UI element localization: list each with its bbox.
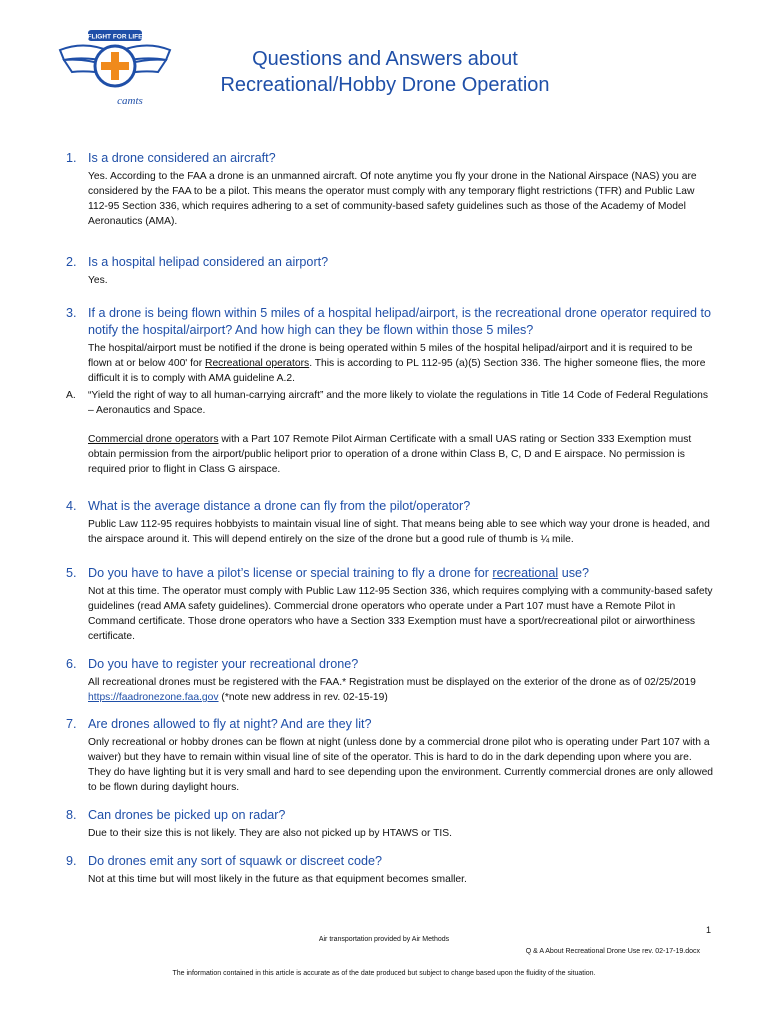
answer-9: Not at this time but will most likely in the future as that equipment becomes smaller. (88, 874, 467, 885)
qa-item-4 (66, 498, 716, 547)
answer-5: Not at this time. The operator must comply with Public Law 112-95 Section 336, which requires complying with a community-based safety guidelines (read AMA safety guidelines). Commercial drone operators who operate under a Part 107 must have a Remote Pilot in Command certificate. Those drone operators who have a Section 333 Exemption must have a sport/recreational pilot or airworthiness certificate. (88, 586, 713, 642)
answer-7: Only recreational or hobby drones can be flown at night (unless done by a commercial drone pilot who is operating under Part 107 with a waiver) but they have to remain within visual line of site of the operator. This is hard to do in the dark depending upon where you are. They do have lighting but it is very small and hard to see depending upon the environment. Currently commercial drones are only allowed to be flown during daylight hours. (88, 737, 714, 793)
qa-item-6 (66, 656, 716, 705)
question-9: 9. Do drones emit any sort of squawk or discreet code? (66, 854, 382, 868)
qa-item-3 (66, 305, 716, 477)
qa-item-9 (66, 853, 716, 887)
title-line-2: Recreational/Hobby Drone Operation (220, 74, 550, 96)
footer-disclaimer: The information contained in this article is accurate as of the date produced but subject to change based upon the fluidity of the situation. (172, 970, 596, 977)
page-title (200, 46, 570, 98)
footer-filename: Q & A About Recreational Drone Use rev. 02-17-19.docx (525, 948, 700, 955)
page-number: 1 (706, 925, 712, 935)
flight-for-life-logo (50, 22, 180, 112)
question-1: 1. Is a drone considered an aircraft? (66, 151, 276, 165)
svg-text:camts: camts (117, 95, 143, 107)
qa-item-2 (66, 254, 716, 288)
qa-item-8 (66, 807, 716, 841)
question-7: 7. Are drones allowed to fly at night? And are they lit? (66, 717, 372, 731)
answer-4: Public Law 112-95 requires hobbyists to maintain visual line of sight. That means being able to see which way your drone is headed, and the airspace around it. This will depend entirely on the size of the drone but a good rule of thumb is ¼ mile. (88, 519, 710, 545)
question-3: 3. If a drone is being flown within 5 miles of a hospital helipad/airport, is the recreational drone operator required to notify the hospital/airport? And how high can they be flown within those 5 miles? (66, 306, 712, 337)
faadronezone-link[interactable]: https://faadronezone.faa.gov (88, 692, 219, 703)
answer-6: All recreational drones must be registered with the FAA.* Registration must be displayed on the exterior of the drone as of 02/25/2019 https://faadronezone.faa.gov (*note new address in rev. 02-15-19) (88, 677, 696, 703)
qa-item-5 (66, 565, 716, 644)
question-4: 4. What is the average distance a drone can fly from the pilot/operator? (66, 499, 471, 513)
footer-provider: Air transportation provided by Air Methods (318, 936, 450, 943)
answer-3-subpoint: A. “Yield the right of way to all human-carrying aircraft” and the more likely to violate the regulations in Title 14 Code of Federal Regulations – Aeronautics and Space. (66, 390, 709, 416)
question-6: 6. Do you have to register your recreational drone? (66, 657, 359, 671)
wings-logo-icon (50, 22, 180, 112)
qa-item-7 (66, 716, 716, 795)
answer-3: The hospital/airport must be notified if the drone is being operated within 5 miles of the hospital helipad/airport and it is required to be flown at or below 400' for Recreational operators. This is according to PL 112-95 (a)(5) Section 336. The higher someone flies, the more difficult it is to comply with AMA guideline A.2. (88, 343, 706, 384)
answer-3-commercial: Commercial drone operators with a Part 107 Remote Pilot Airman Certificate with a small UAS rating or Section 333 Exemption must obtain permission from the airport/public heliport prior to operation of a drone within Class B, C, D and E airspace. No permission is required prior to flight in Class G airspace. (88, 434, 692, 475)
title-line-1: Questions and Answers about (252, 48, 518, 70)
question-2: 2. Is a hospital helipad considered an airport? (66, 255, 329, 269)
answer-1: Yes. According to the FAA a drone is an unmanned aircraft. Of note anytime you fly your drone in the National Airspace (NAS) you are considered by the FAA to be a pilot. This means the operator must comply with any temporary flight restrictions (TFR) and Public Law 112-95 Section 336, which requires adhering to a set of community-based safety guidelines such as those of the Academy of Model Aeronautics (AMA). (88, 171, 697, 227)
svg-text:FLIGHT FOR LIFE: FLIGHT FOR LIFE (87, 33, 143, 41)
answer-2: Yes. (88, 275, 108, 286)
question-8: 8. Can drones be picked up on radar? (66, 808, 286, 822)
answer-8: Due to their size this is not likely. They are also not picked up by HTAWS or TIS. (88, 828, 452, 839)
qa-item-1 (66, 150, 716, 229)
question-5: 5. Do you have to have a pilot’s license or special training to fly a drone for recreational use? (66, 566, 590, 580)
